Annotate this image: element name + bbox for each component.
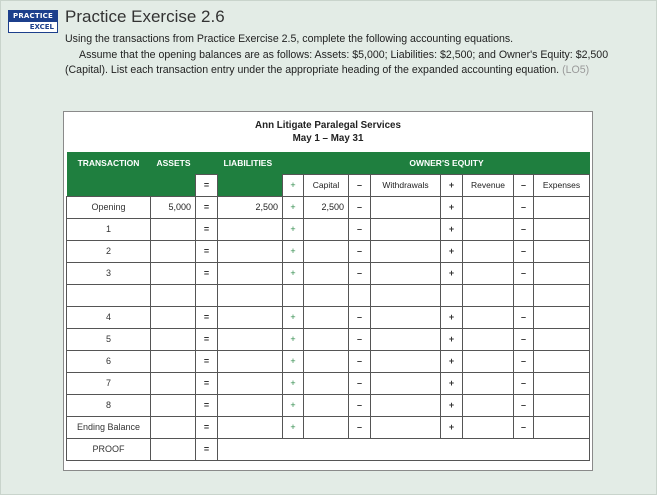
minus-sign: – [349,394,371,416]
header-assets: ASSETS [151,152,196,174]
revenue-cell[interactable] [463,262,514,284]
expenses-cell[interactable] [534,372,590,394]
plus-sign: + [441,372,463,394]
minus-sign: – [514,350,534,372]
expenses-cell[interactable] [534,284,590,306]
table-row [67,240,590,262]
liabilities-cell[interactable] [218,416,283,438]
equals-sign: = [196,350,218,372]
plus-sign: + [441,328,463,350]
expenses-cell[interactable] [534,350,590,372]
minus-sign: – [349,174,371,196]
table-row [67,284,590,306]
badge-practice-label: PRACTICE [9,11,57,22]
plus-sign: + [283,262,304,284]
minus-sign: – [349,372,371,394]
assets-cell[interactable] [151,372,196,394]
instruction-line-1: Using the transactions from Practice Exercise 2.5, complete the following accounting equations. [65,33,514,45]
plus-sign: + [283,174,304,196]
liabilities-cell[interactable] [218,350,283,372]
expenses-cell[interactable] [534,394,590,416]
revenue-cell[interactable] [463,240,514,262]
plus-sign: + [283,416,304,438]
assets-cell[interactable] [151,394,196,416]
plus-sign: + [441,394,463,416]
minus-sign: – [514,174,534,196]
revenue-cell[interactable] [463,372,514,394]
withdrawals-cell[interactable] [371,416,441,438]
transaction-label: 5 [67,328,151,350]
expenses-cell[interactable] [534,328,590,350]
revenue-cell[interactable] [463,350,514,372]
assets-cell[interactable] [151,416,196,438]
subheader-expenses: Expenses [534,174,590,196]
liabilities-cell[interactable] [218,328,283,350]
plus-sign: + [283,328,304,350]
minus-sign: – [514,240,534,262]
plus-sign: + [441,416,463,438]
transaction-label [67,284,151,306]
capital-cell[interactable] [304,218,349,240]
revenue-cell[interactable] [463,328,514,350]
header-transaction: TRANSACTION [67,152,151,174]
plus-sign: + [441,174,463,196]
capital-cell[interactable] [304,416,349,438]
equals-sign: = [196,262,218,284]
assets-cell[interactable] [151,350,196,372]
assets-cell[interactable] [151,218,196,240]
liabilities-cell[interactable] [218,218,283,240]
header-blank [283,152,304,174]
transaction-label: 6 [67,350,151,372]
equals-sign: = [196,394,218,416]
minus-sign: – [349,218,371,240]
minus-sign: – [514,394,534,416]
expenses-cell[interactable] [534,196,590,218]
withdrawals-cell[interactable] [371,240,441,262]
liabilities-cell[interactable] [218,394,283,416]
subheader-revenue: Revenue [463,174,514,196]
withdrawals-cell[interactable] [371,262,441,284]
instruction-text: Assume that the opening balances are as follows: Assets: $5,000; Liabilities: $2,500; and Owner's Equity: $2,500 (Capital). List each transaction entry under the appropriate heading of the expanded accounting equation. [65,48,609,76]
expenses-cell[interactable] [534,218,590,240]
plus-sign: + [283,372,304,394]
equals-sign [196,284,218,306]
table-row [67,394,590,416]
transaction-label: 2 [67,240,151,262]
minus-sign [349,284,371,306]
period: May 1 – May 31 [292,132,364,144]
equals-sign: = [196,438,218,460]
transaction-label: 1 [67,218,151,240]
minus-sign: – [349,196,371,218]
plus-sign: + [283,196,304,218]
header-owners-equity: OWNER'S EQUITY [304,152,590,174]
liabilities-cell[interactable] [218,372,283,394]
liabilities-cell[interactable] [218,306,283,328]
plus-sign: + [441,196,463,218]
minus-sign [514,284,534,306]
header-liabilities: LIABILITIES [218,152,283,174]
minus-sign: – [514,416,534,438]
transaction-label: 3 [67,262,151,284]
minus-sign: – [349,350,371,372]
assets-cell[interactable] [151,262,196,284]
table-row [67,372,590,394]
table-row [67,306,590,328]
header-blank [218,174,283,196]
expenses-cell[interactable] [534,262,590,284]
revenue-cell[interactable] [463,218,514,240]
minus-sign: – [349,416,371,438]
withdrawals-cell[interactable] [371,306,441,328]
withdrawals-cell[interactable] [371,394,441,416]
subheader-withdrawals: Withdrawals [371,174,441,196]
revenue-cell[interactable] [463,394,514,416]
capital-cell[interactable] [304,284,349,306]
withdrawals-cell[interactable] [371,350,441,372]
table-row [67,350,590,372]
capital-cell[interactable] [304,240,349,262]
proof-label: PROOF [67,438,151,460]
table-row [67,262,590,284]
table-row [67,196,590,218]
transaction-label: Opening [67,196,151,218]
assets-cell[interactable] [151,306,196,328]
withdrawals-cell[interactable] [371,328,441,350]
plus-sign: + [441,218,463,240]
assets-cell[interactable] [151,328,196,350]
minus-sign: – [514,262,534,284]
plus-sign [441,284,463,306]
equals-sign: = [196,328,218,350]
capital-cell[interactable] [304,328,349,350]
transaction-label: 8 [67,394,151,416]
capital-cell[interactable] [304,350,349,372]
subheader-capital: Capital [304,174,349,196]
liabilities-cell[interactable] [218,262,283,284]
equals-sign: = [196,240,218,262]
plus-sign: + [283,240,304,262]
capital-cell[interactable] [304,394,349,416]
plus-sign: + [283,306,304,328]
minus-sign: – [514,218,534,240]
revenue-cell[interactable] [463,306,514,328]
table-row [67,328,590,350]
assets-cell[interactable] [151,284,196,306]
withdrawals-cell[interactable] [371,284,441,306]
instruction-line-2 [65,48,645,79]
header-blank [67,174,151,196]
expenses-cell[interactable] [534,240,590,262]
proof-row [67,438,590,460]
withdrawals-cell[interactable] [371,218,441,240]
company-name: Ann Litigate Paralegal Services [255,120,401,131]
plus-sign: + [283,218,304,240]
liabilities-cell[interactable]: 2,500 [218,196,283,218]
exercise-instructions [65,32,645,79]
assets-cell[interactable]: 5,000 [151,196,196,218]
equals-sign: = [196,218,218,240]
revenue-cell[interactable] [463,284,514,306]
minus-sign: – [514,328,534,350]
assets-cell[interactable] [151,240,196,262]
badge-excel-label: EXCEL [29,23,54,31]
liabilities-cell[interactable] [218,240,283,262]
minus-sign: – [514,196,534,218]
equals-sign: = [196,416,218,438]
capital-cell[interactable] [304,372,349,394]
learning-objective: (LO5) [562,64,590,76]
minus-sign: – [349,306,371,328]
withdrawals-cell[interactable] [371,196,441,218]
equals-sign: = [196,174,218,196]
exercise-title: Practice Exercise 2.6 [65,7,225,26]
minus-sign: – [349,240,371,262]
minus-sign: – [349,262,371,284]
revenue-cell[interactable] [463,416,514,438]
liabilities-cell[interactable] [218,284,283,306]
expenses-cell[interactable] [534,306,590,328]
revenue-cell[interactable] [463,196,514,218]
plus-sign: + [283,350,304,372]
equals-sign: = [196,372,218,394]
header-blank [151,174,196,196]
plus-sign [283,284,304,306]
proof-assets-cell[interactable] [151,438,196,460]
transaction-label: 7 [67,372,151,394]
capital-cell[interactable]: 2,500 [304,196,349,218]
proof-total-cell[interactable] [218,438,590,460]
minus-sign: – [349,328,371,350]
plus-sign: + [441,240,463,262]
plus-sign: + [283,394,304,416]
plus-sign: + [441,350,463,372]
capital-cell[interactable] [304,262,349,284]
transaction-label: 4 [67,306,151,328]
transaction-label: Ending Balance [67,416,151,438]
worksheet-header [64,112,592,153]
practice-excel-badge [8,10,58,33]
accounting-worksheet [63,111,593,471]
plus-sign: + [441,306,463,328]
equals-sign: = [196,306,218,328]
expenses-cell[interactable] [534,416,590,438]
minus-sign: – [514,372,534,394]
equation-table [66,152,590,461]
plus-sign: + [441,262,463,284]
table-row [67,218,590,240]
header-blank [196,152,218,174]
minus-sign: – [514,306,534,328]
equals-sign: = [196,196,218,218]
capital-cell[interactable] [304,306,349,328]
table-row [67,416,590,438]
withdrawals-cell[interactable] [371,372,441,394]
